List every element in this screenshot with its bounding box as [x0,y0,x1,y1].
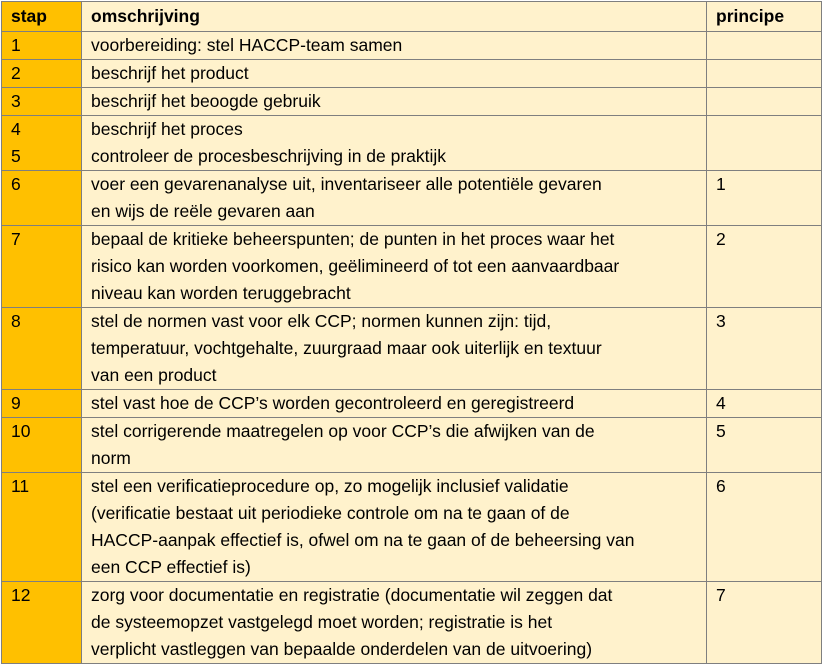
description-line: controleer de procesbeschrijving in de praktijk [91,146,447,166]
description-line: beschrijf het beoogde gebruik [91,91,321,111]
description-line: norm [91,448,131,468]
description-cell [82,226,707,308]
table-header-row [2,2,822,32]
table-row [2,473,822,582]
description-line: een CCP effectief is) [91,557,251,577]
stap-cell: 11 [2,473,82,582]
description-line: zorg voor documentatie en registratie (documentatie wil zeggen dat [91,585,613,605]
stap-cell: 8 [2,308,82,390]
description-cell [82,171,707,226]
table-row [2,88,822,116]
table-row [2,171,822,226]
stap-cell: 3 [2,88,82,116]
table-row [2,60,822,88]
principe-cell: 7 [707,582,822,664]
description-line: (verificatie bestaat uit periodieke controle om na te gaan of de [91,503,570,523]
haccp-steps-table [1,1,822,664]
description-cell [82,582,707,664]
header-omschrijving: omschrijving [82,2,707,32]
table-row [2,390,822,418]
description-line: verplicht vastleggen van bepaalde onderdelen van de uitvoering) [91,639,593,659]
principe-cell [707,116,822,171]
table-row [2,308,822,390]
description-line: stel een verificatieprocedure op, zo mogelijk inclusief validatie [91,476,569,496]
stap-cell: 12 [2,582,82,664]
table-row [2,32,822,60]
principe-cell [707,88,822,116]
description-cell [82,308,707,390]
description-line: en wijs de reële gevaren aan [91,201,315,221]
principe-cell [707,60,822,88]
description-cell [82,418,707,473]
stap-cell: 10 [2,418,82,473]
description-line: de systeemopzet vastgelegd moet worden; registratie is het [91,612,553,632]
description-line: niveau kan worden teruggebracht [91,283,351,303]
description-line: van een product [91,365,217,385]
principe-cell: 1 [707,171,822,226]
stap-cell: 1 [2,32,82,60]
description-line: stel corrigerende maatregelen op voor CCP’s die afwijken van de [91,421,595,441]
stap-cell [2,116,82,171]
description-cell [82,390,707,418]
principe-cell: 3 [707,308,822,390]
table-row [2,582,822,664]
description-cell [82,60,707,88]
principe-cell: 4 [707,390,822,418]
principe-cell [707,32,822,60]
principe-cell: 6 [707,473,822,582]
description-cell [82,116,707,171]
table-row [2,226,822,308]
description-cell [82,473,707,582]
table-row [2,116,822,171]
table-row [2,418,822,473]
description-line: HACCP-aanpak effectief is, ofwel om na te gaan of de beheersing van [91,530,635,550]
header-stap: stap [2,2,82,32]
description-line: stel vast hoe de CCP’s worden gecontroleerd en geregistreerd [91,393,575,413]
header-principe: principe [707,2,822,32]
stap-line: 4 [11,119,21,139]
stap-cell: 7 [2,226,82,308]
description-line: stel de normen vast voor elk CCP; normen kunnen zijn: tijd, [91,311,552,331]
stap-cell: 9 [2,390,82,418]
description-line: voorbereiding: stel HACCP-team samen [91,35,403,55]
description-line: risico kan worden voorkomen, geëlimineerd of tot een aanvaardbaar [91,256,620,276]
description-line: temperatuur, vochtgehalte, zuurgraad maar ook uiterlijk en textuur [91,338,602,358]
principe-cell: 2 [707,226,822,308]
description-line: beschrijf het product [91,63,249,83]
stap-cell: 6 [2,171,82,226]
principe-cell: 5 [707,418,822,473]
description-line: beschrijf het proces [91,119,243,139]
description-cell [82,88,707,116]
description-line: bepaal de kritieke beheerspunten; de punten in het proces waar het [91,229,615,249]
stap-cell: 2 [2,60,82,88]
description-cell [82,32,707,60]
description-line: voer een gevarenanalyse uit, inventariseer alle potentiële gevaren [91,174,602,194]
stap-line: 5 [11,146,21,166]
